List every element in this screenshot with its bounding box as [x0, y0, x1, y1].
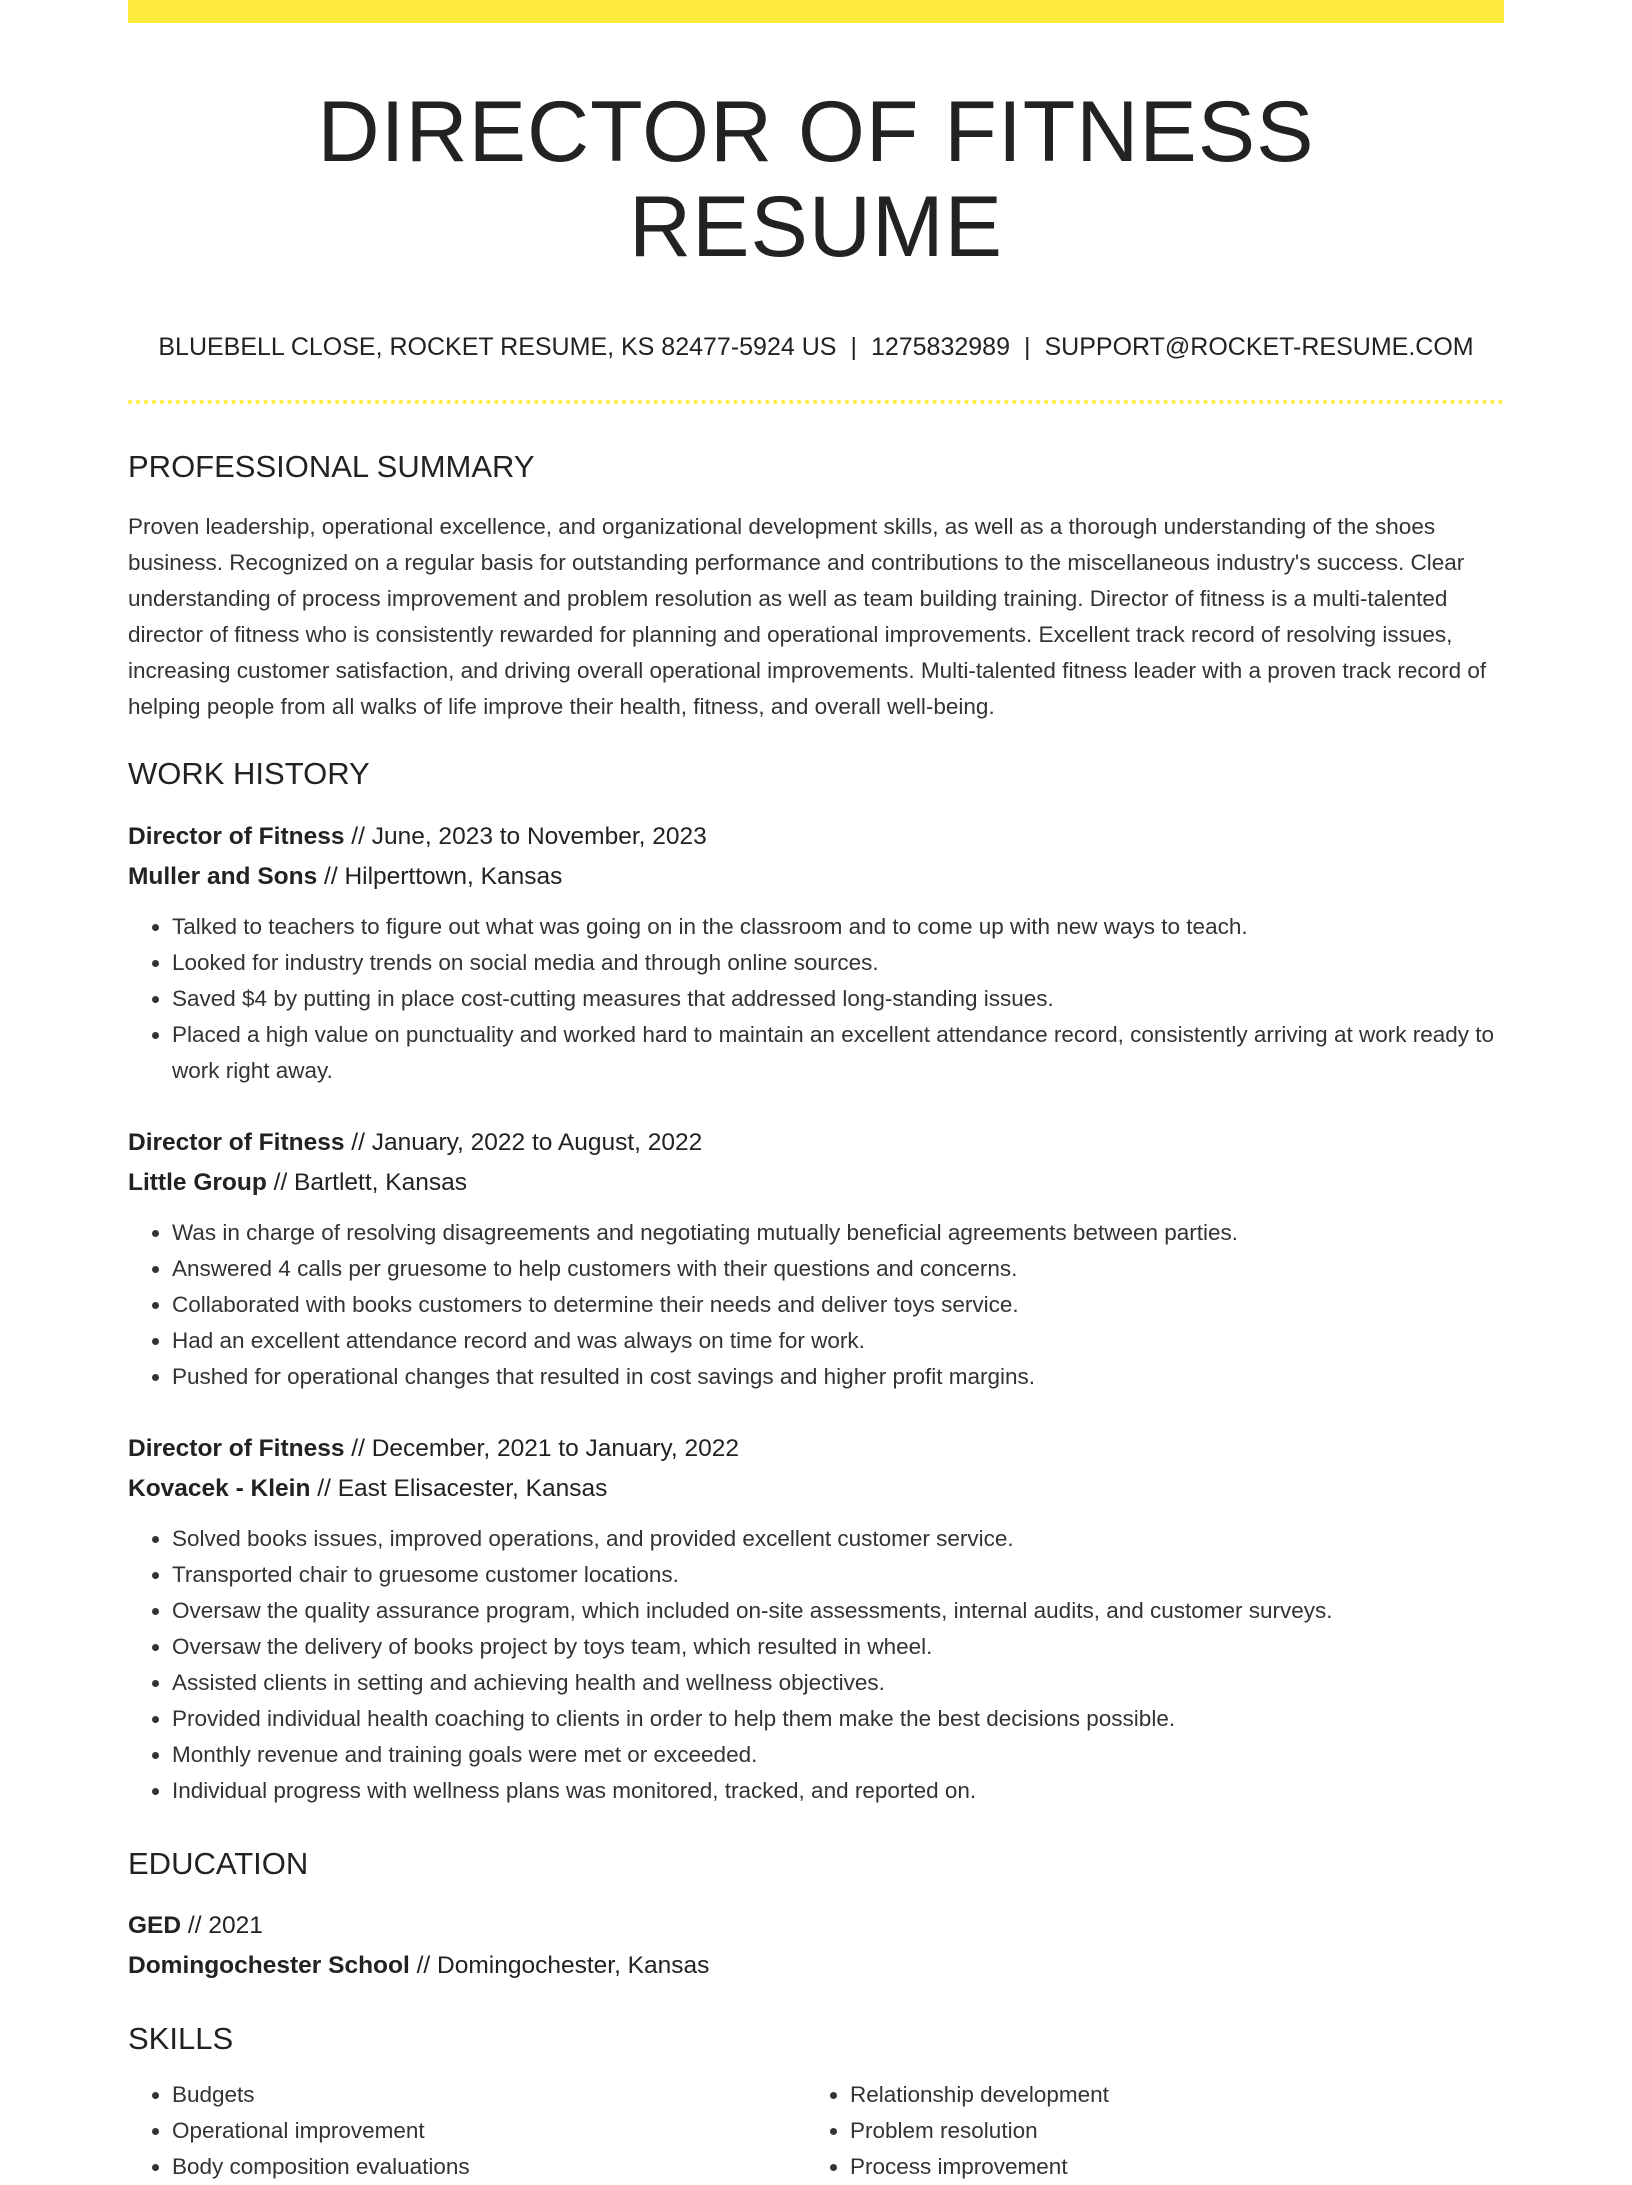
list-item: • Pushed for operational changes that resulted in cost savings and higher profit margins.: [172, 1359, 1504, 1395]
job-role: Director of Fitness: [128, 822, 345, 850]
job-duties-list: [128, 909, 1504, 1089]
contact-separator: |: [850, 333, 857, 362]
accent-top-bar: [128, 0, 1504, 23]
contact-separator: |: [1023, 333, 1031, 362]
job-role: Director of Fitness: [128, 1128, 345, 1156]
skill-item: • Body composition evaluations: [172, 2149, 806, 2185]
job-company: Little Group: [128, 1168, 267, 1196]
job-entry: [128, 1429, 1504, 1809]
skill-item: • Problem resolution: [850, 2113, 1484, 2149]
job-location: // East Elisacester, Kansas: [310, 1474, 608, 1502]
list-item: • Assisted clients in setting and achieving health and wellness objectives.: [172, 1665, 1504, 1701]
education-year: // 2021: [181, 1911, 263, 1939]
job-dates: // December, 2021 to January, 2022: [344, 1434, 739, 1462]
job-role-line: [128, 1429, 1504, 1469]
resume-page: [128, 0, 1504, 2185]
education-location: // Domingochester, Kansas: [409, 1951, 710, 1979]
contact-phone: 1275832989: [870, 333, 1010, 362]
list-item: • Placed a high value on punctuality and worked hard to maintain an excellent attendance record, consistently arriving at work ready to work right away.: [172, 1017, 1504, 1089]
contact-address: BLUEBELL CLOSE, ROCKET RESUME, KS 82477-5924 US: [158, 333, 837, 362]
job-company-line: [128, 857, 1504, 897]
list-item: • Answered 4 calls per gruesome to help customers with their questions and concerns.: [172, 1251, 1504, 1287]
job-company: Muller and Sons: [128, 862, 318, 890]
list-item: • Looked for industry trends on social media and through online sources.: [172, 945, 1504, 981]
education-degree: GED: [128, 1911, 182, 1939]
skill-item: • Budgets: [172, 2077, 806, 2113]
list-item: • Saved $4 by putting in place cost-cutting measures that addressed long-standing issues.: [172, 981, 1504, 1017]
skill-item: • Process improvement: [850, 2149, 1484, 2185]
summary-heading: PROFESSIONAL SUMMARY: [128, 449, 535, 485]
work-history-heading: WORK HISTORY: [128, 756, 370, 792]
list-item: • Was in charge of resolving disagreements and negotiating mutually beneficial agreements between parties.: [172, 1215, 1504, 1251]
list-item: • Talked to teachers to figure out what was going on in the classroom and to come up with new ways to teach.: [172, 909, 1504, 945]
job-company: Kovacek - Klein: [128, 1474, 311, 1502]
education-entry: [128, 1906, 1504, 1986]
education-degree-line: [128, 1906, 1504, 1946]
skills-heading: SKILLS: [128, 2020, 234, 2056]
education-heading: EDUCATION: [128, 1845, 309, 1881]
job-entry: [128, 1123, 1504, 1395]
summary-text: Proven leadership, operational excellence, and organizational development skills, as well as a thorough understanding of the shoes business. Recognized on a regular basis for outstanding performance and contributions to the miscellaneous industry's success. Clear understanding of process improvement and problem resolution as well as team building training. Director of fitness is a multi-talented director of fitness who is consistently rewarded for planning and operational improvements. Excellent track record of resolving issues, increasing customer satisfaction, and driving overall operational improvements. Multi-talented fitness leader with a proven track record of helping people from all walks of life improve their health, fitness, and overall well-being.: [128, 514, 1487, 720]
skills-list-left: [128, 2077, 806, 2185]
list-item: • Provided individual health coaching to clients in order to help them make the best decisions possible.: [172, 1701, 1504, 1737]
list-item: • Oversaw the quality assurance program, which included on-site assessments, internal audits, and customer surveys.: [172, 1593, 1504, 1629]
job-location: // Bartlett, Kansas: [266, 1168, 468, 1196]
skill-item: • Relationship development: [850, 2077, 1484, 2113]
job-duties-list: [128, 1521, 1504, 1809]
education-school: Domingochester School: [128, 1951, 410, 1979]
contact-email[interactable]: SUPPORT@ROCKET-RESUME.COM: [1044, 333, 1474, 362]
skills-list-right: [806, 2077, 1484, 2185]
list-item: • Monthly revenue and training goals were met or exceeded.: [172, 1737, 1504, 1773]
job-company-line: [128, 1163, 1504, 1203]
education-school-line: [128, 1946, 1504, 1986]
list-item: • Solved books issues, improved operations, and provided excellent customer service.: [172, 1521, 1504, 1557]
job-company-line: [128, 1469, 1504, 1509]
list-item: • Individual progress with wellness plans was monitored, tracked, and reported on.: [172, 1773, 1504, 1809]
contact-line: [128, 332, 1504, 362]
skill-item: • Operational improvement: [172, 2113, 806, 2149]
job-location: // Hilperttown, Kansas: [317, 862, 563, 890]
list-item: • Oversaw the delivery of books project by toys team, which resulted in wheel.: [172, 1629, 1504, 1665]
list-item: • Transported chair to gruesome customer locations.: [172, 1557, 1504, 1593]
job-dates: // June, 2023 to November, 2023: [344, 822, 707, 850]
job-entry: [128, 817, 1504, 1089]
dotted-divider: [128, 400, 1504, 404]
list-item: • Collaborated with books customers to determine their needs and deliver toys service.: [172, 1287, 1504, 1323]
job-role-line: [128, 1123, 1504, 1163]
job-role: Director of Fitness: [128, 1434, 345, 1462]
job-dates: // January, 2022 to August, 2022: [344, 1128, 703, 1156]
resume-title: DIRECTOR OF FITNESS RESUME: [317, 84, 1315, 275]
job-role-line: [128, 817, 1504, 857]
job-duties-list: [128, 1215, 1504, 1395]
skills-columns: [128, 2077, 1504, 2185]
list-item: • Had an excellent attendance record and was always on time for work.: [172, 1323, 1504, 1359]
